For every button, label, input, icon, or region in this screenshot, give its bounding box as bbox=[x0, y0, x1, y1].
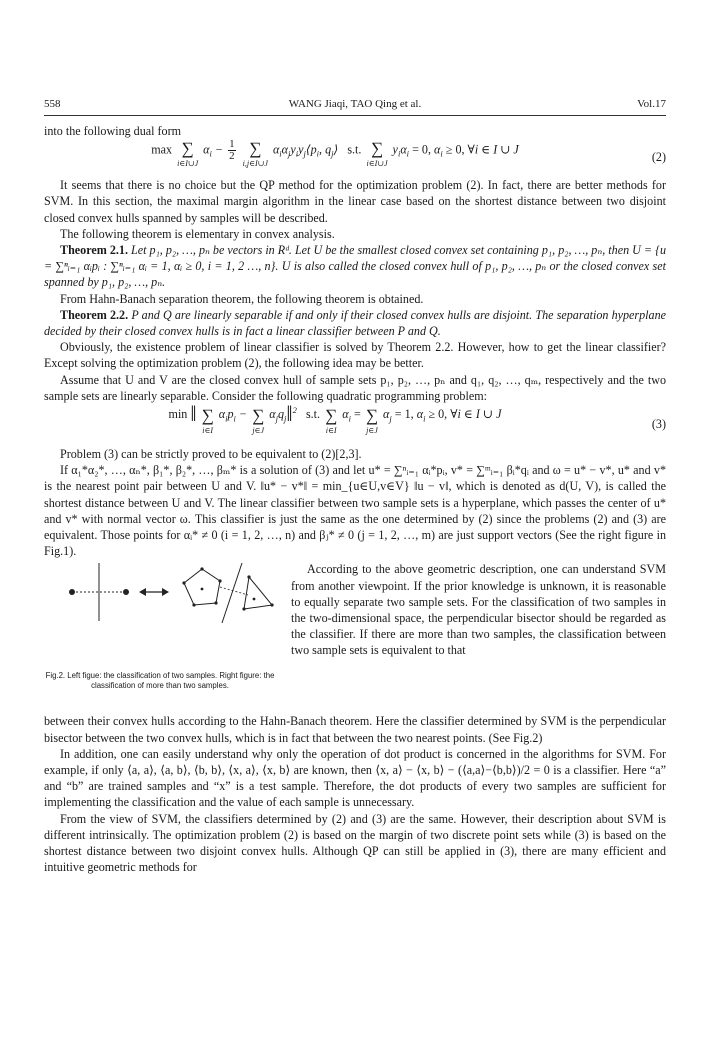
paragraph-elementary: The following theorem is elementary in convex analysis. bbox=[60, 226, 335, 241]
arrow-right-head-icon bbox=[162, 588, 169, 596]
paragraph-hull-bisector: between their convex hulls according to the Hahn-Banach theorem. Here the classifier determined by SVM is the perpendicular bisector between the two convex hulls, which is in fact that between the two nearest points. (See Fig.2) bbox=[44, 714, 666, 745]
volume-label: Vol.17 bbox=[637, 98, 666, 110]
figure-row bbox=[44, 561, 666, 713]
paragraph-nearest-point-pair: If α₁*α₂*, …, αₙ*, β₁*, β₂*, …, βₘ* is a solution of (3) and let u* = ∑ⁿᵢ₌₁ αᵢ*pᵢ, v* = ∑ᵐᵢ₌₁ βᵢ*qᵢ and ω = u* − v*, u* and v* is the nearest point pair between U and V. ‖u* − v*‖ = min_{u∈U,v∈V} ‖u − v‖, which is denoted as d(U, V), is called the shortest distance between U and V. The linear classifier between two sample sets is a hyperplane, which passes the center of u* and v* with normal vector ω. This classifier is just the same as the one determined by (2) since the problems (2) and (3) are equivalent. Those points for αᵢ* ≠ 0 (i = 1, 2, …, n) and βⱼ* ≠ 0 (j = 1, 2, …, m) are just support vectors (See the right figure in Fig.1). bbox=[44, 463, 666, 559]
equation-2-number: (2) bbox=[651, 150, 666, 165]
hull-left-vertex-2 bbox=[200, 568, 203, 571]
hull-right-vertex-3 bbox=[242, 608, 245, 611]
hull-right-interior-point bbox=[253, 598, 256, 601]
figure-2-graphic bbox=[44, 561, 276, 671]
page-number: 558 bbox=[44, 98, 61, 110]
paragraph-dot-product: In addition, one can easily understand why only the operation of dot product is concerned in the algorithms for SVM. For example, if only ⟨a, a⟩, ⟨a, b⟩, ⟨b, b⟩, ⟨x, a⟩, ⟨x, b⟩ are known, then ⟨x, a⟩ − ⟨x, b⟩ − (⟨a,a⟩−⟨b,b⟩)/2 = 0 is a classifier. Here “a” and “b” are trained samples and “x” is a test sample. Therefore, the dot products of every two samples are sufficient for implementing the classification and the value of each sample is unnecessary. bbox=[44, 746, 666, 810]
theorem-2-2-statement: P and Q are linearly separable if and only if their closed convex hulls are disjoint. The separation hyperplane decided by their closed convex hulls is in fact a linear classifier between P and Q. bbox=[44, 307, 667, 339]
theorem-2-1-statement: Let p₁, p₂, …, pₙ be vectors in Rᵈ. Let U be the smallest closed convex set containing p₁, p₂, …, pₙ, then U = {u = ∑ⁿᵢ₌₁ αᵢpᵢ : ∑ⁿᵢ₌₁ αᵢ = 1, αᵢ ≥ 0, i = 1, 2 …, n}. U is also called the closed convex hull of p₁, p₂, …, pₙ or the closed convex set spanned by p₁, p₂, …, pₙ. bbox=[44, 243, 667, 290]
hull-left-vertex-5 bbox=[192, 604, 195, 607]
theorem-2-2-label: Theorem 2.2. bbox=[60, 307, 129, 322]
arrow-left-head-icon bbox=[139, 588, 146, 596]
hull-left-vertex-1 bbox=[182, 582, 185, 585]
header-rule bbox=[44, 115, 666, 116]
hull-left-interior-point bbox=[201, 588, 204, 591]
figure-2-caption: Fig.2. Left figue: the classification of two samples. Right figure: the classification of more than two samples. bbox=[45, 671, 275, 691]
paragraph-existence-problem: Obviously, the existence problem of linear classifier is solved by Theorem 2.2. However, how to get the linear classifier? Except solving the optimization problem (2), the following idea may be better. bbox=[44, 340, 666, 371]
equation-3-body: min ‖ ∑ i∈I $\alpha_ip_i$ − ∑ j∈J $\alpha_jq_j‖^2$ s.t. ∑ i∈I $\alpha_i$ = ∑ j∈J $\alpha_j = 1$, $\alpha_i \ge 0$, ∀i ∈ I ∪ J bbox=[168, 401, 502, 436]
paragraph-qp-method: It seems that there is no choice but the QP method for the optimization problem (2). In fact, there are better methods for SVM. In this section, the maximal margin algorithm in the linear case based on the shortest distance between two disjoint closed convex hulls spanned by samples will be described. bbox=[44, 178, 666, 225]
hull-left-vertex-3 bbox=[218, 580, 221, 583]
figure-2 bbox=[44, 561, 276, 713]
equation-3 bbox=[44, 401, 666, 446]
running-title: WANG Jiaqi, TAO Qing et al. bbox=[288, 98, 422, 110]
paragraph-problem-3-equivalence: Problem (3) can be strictly proved to be equivalent to (2)[2,3]. bbox=[60, 447, 362, 462]
equation-3-number: (3) bbox=[651, 417, 666, 432]
theorem-2-1-label: Theorem 2.1. bbox=[60, 243, 128, 258]
hull-left-vertex-4 bbox=[214, 602, 217, 605]
sample-point-a bbox=[69, 589, 75, 595]
paragraph-assume-hulls: Assume that U and V are the closed convex hull of sample sets p₁, p₂, …, pₙ and q₁, q₂, …, qₘ, respectively and the two sample sets are linearly separable. Consider the following quadratic programming problem: bbox=[44, 372, 666, 403]
paragraph-hahn-banach: From Hahn-Banach separation theorem, the following theorem is obtained. bbox=[60, 291, 424, 306]
paragraph-dual-form-intro: into the following dual form bbox=[44, 124, 182, 138]
theorem-2-1 bbox=[44, 242, 666, 291]
hull-right-vertex-1 bbox=[247, 576, 250, 579]
hull-bisector-line bbox=[222, 563, 242, 623]
theorem-2-2 bbox=[44, 307, 666, 339]
equation-2 bbox=[44, 139, 666, 177]
hull-right-vertex-2 bbox=[270, 604, 273, 607]
sample-point-b bbox=[123, 589, 129, 595]
convex-hull-right bbox=[244, 577, 272, 609]
equation-2-body: max ∑ i∈I∪J $\alpha_i$ − $\frac{1}{2}$ ∑ i,j∈I∪J $\alpha_i\alpha_jy_iy_j⟨p_i$, $q_j⟩$ s.t. ∑ i∈I∪J $y_i\alpha_i = 0$, $\alpha_i \ge 0$, ∀i ∈ I ∪ J bbox=[151, 138, 519, 169]
paragraph-svm-view: From the view of SVM, the classifiers determined by (2) and (3) are the same. However, their description about SVM is different intrinsically. The optimization problem (2) is based on the margin of two discrete point sets while (3) is based on the shortest distance between two disjoint convex hulls. Although QP can still be applied in (3), there are many efficient and intuitive geometric methods for bbox=[44, 811, 666, 875]
paragraph-geometric-description: According to the above geometric description, one can understand SVM from another viewpoint. If the prior knowledge is unknown, it is reasonable to equally separate two sample sets. For the classification of two samples in the two-dimensional space, the perpendicular bisector should be regarded as the classifier. If there are more than two samples, the classification between two sample sets is equivalent to that bbox=[291, 562, 666, 658]
body-text bbox=[44, 123, 666, 876]
convex-hull-left bbox=[184, 569, 220, 605]
